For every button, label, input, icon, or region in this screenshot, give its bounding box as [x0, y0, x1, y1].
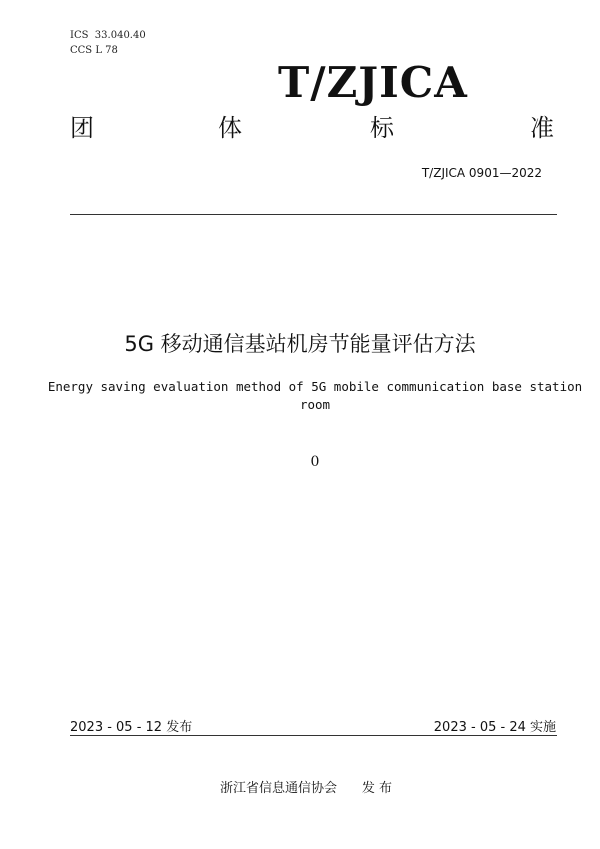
standard-brand-logo: T/ZJICA: [278, 58, 468, 107]
ccs-code: CCS L 78: [70, 45, 118, 56]
issue-date: 2023 - 05 - 12 发布: [70, 720, 193, 735]
standard-type-char-2: 体: [218, 114, 242, 142]
standard-type-char-1: 团: [70, 114, 94, 142]
title-english-line-1: Energy saving evaluation method of 5G mobile communication base station: [47, 379, 583, 394]
title-english: [30, 378, 600, 414]
standard-type-char-3: 标: [370, 114, 394, 142]
title-chinese: 5G 移动通信基站机房节能量评估方法: [124, 332, 476, 356]
implement-date: 2023 - 05 - 24 实施: [433, 720, 556, 735]
ics-code: ICS 33.040.40: [70, 30, 146, 41]
publisher-org: 浙江省信息通信协会: [220, 781, 338, 796]
standard-type-char-4: 准: [530, 114, 554, 142]
title-english-line-2: room: [299, 397, 331, 412]
publisher-action: 发 布: [361, 781, 392, 796]
top-divider: [70, 214, 557, 215]
bottom-divider: [70, 735, 557, 736]
draft-stage-mark: 0: [310, 454, 320, 470]
standard-number: T/ZJICA 0901—2022: [421, 166, 542, 180]
publisher: [0, 777, 600, 796]
